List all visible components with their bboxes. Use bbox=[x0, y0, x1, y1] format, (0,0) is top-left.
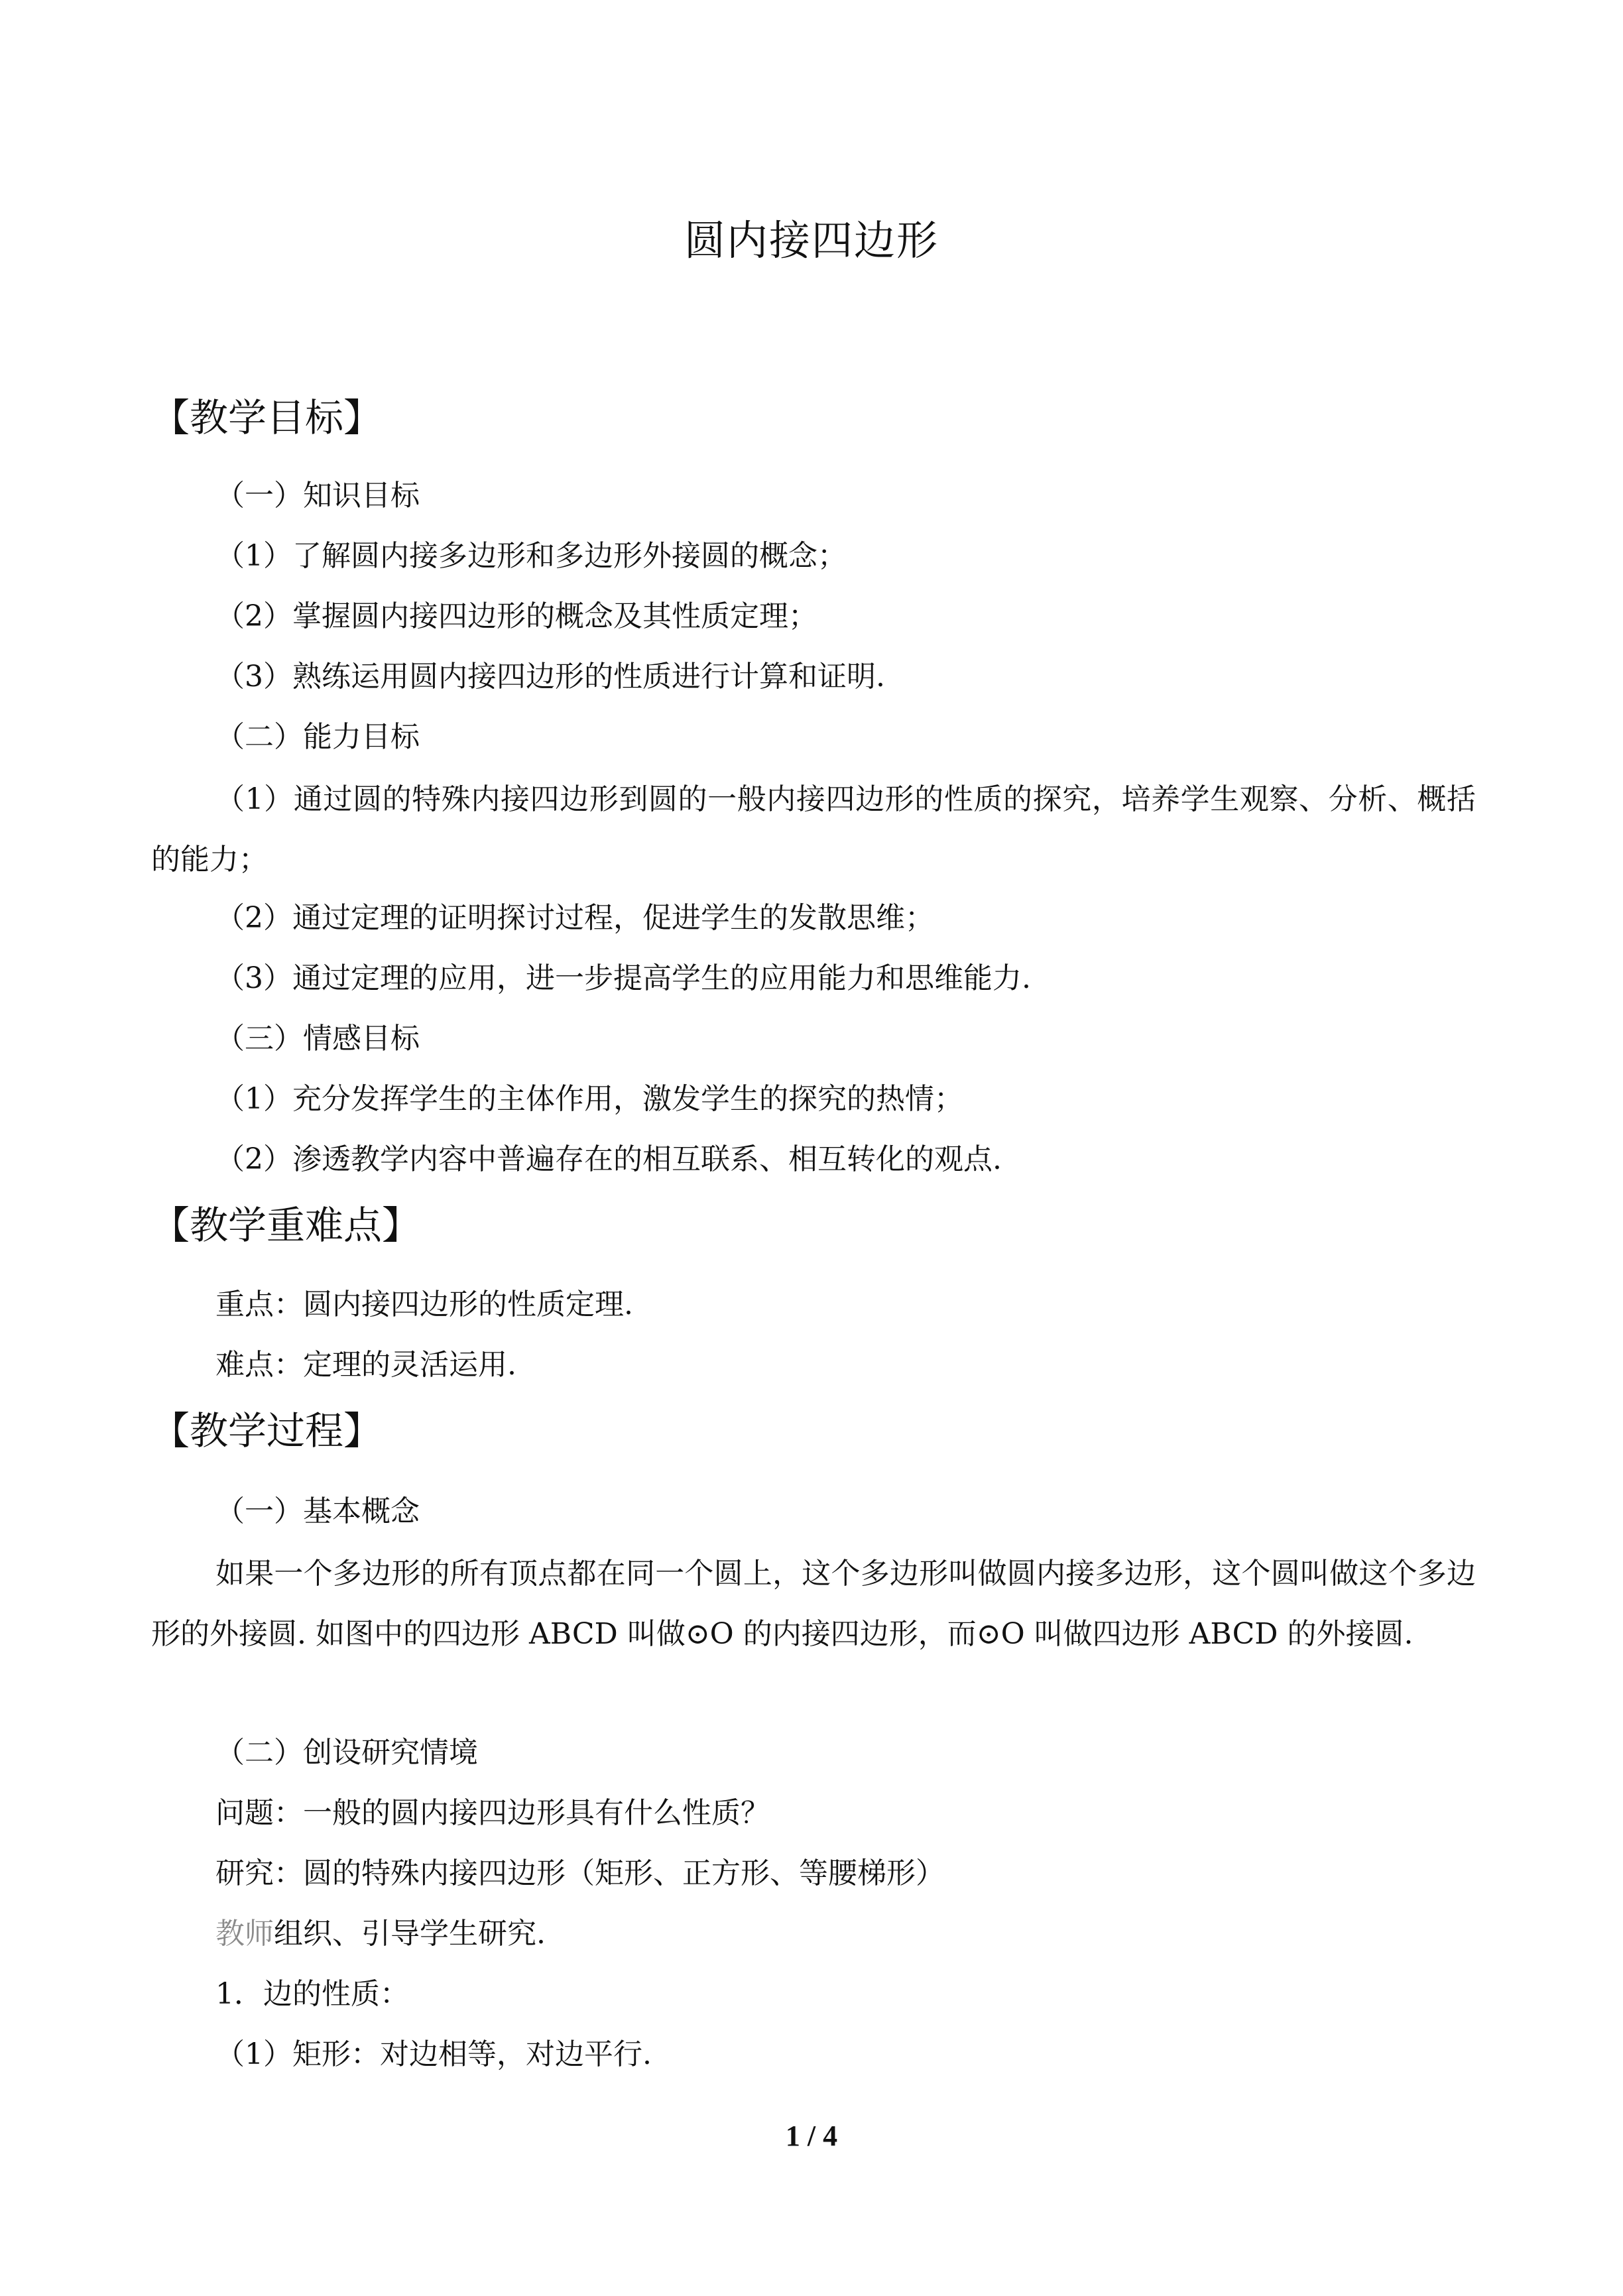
knowledge-goal-item: （2）掌握圆内接四边形的概念及其性质定理； bbox=[215, 599, 817, 633]
emotion-goal-item: （2）渗透教学内容中普遍存在的相互联系、相互转化的观点. bbox=[215, 1142, 1002, 1176]
basic-concept-label: （一）基本概念 bbox=[215, 1494, 420, 1528]
edge-property-title: 1．边的性质： bbox=[215, 1977, 409, 2011]
document-title: 圆内接四边形 bbox=[684, 216, 939, 265]
section-heading-key-points: 【教学重难点】 bbox=[151, 1203, 421, 1248]
edge-property-item: （1）矩形：对边相等，对边平行. bbox=[215, 2037, 652, 2071]
scenario-label: （二）创设研究情境 bbox=[215, 1736, 478, 1770]
teacher-text bbox=[215, 1914, 546, 1954]
teacher-rest: 组织、引导学生研究. bbox=[274, 1917, 546, 1951]
knowledge-goal-item: （3）熟练运用圆内接四边形的性质进行计算和证明. bbox=[215, 660, 885, 694]
research-text: 研究：圆的特殊内接四边形（矩形、正方形、等腰梯形） bbox=[215, 1856, 945, 1890]
knowledge-goal-item: （1）了解圆内接多边形和多边形外接圆的概念； bbox=[215, 539, 847, 573]
focus-text: 重点：圆内接四边形的性质定理. bbox=[215, 1288, 633, 1321]
knowledge-goal-label: （一）知识目标 bbox=[215, 479, 420, 513]
ability-goal-label: （二）能力目标 bbox=[215, 720, 420, 754]
section-heading-process: 【教学过程】 bbox=[151, 1408, 383, 1453]
basic-concept-text: 如果一个多边形的所有顶点都在同一个圆上，这个多边形叫做圆内接多边形，这个圆叫做这个多边形的外接圆. 如图中的四边形 ABCD 叫做⊙O 的内接四边形，而⊙O 叫做四边形 ABCD 的外接圆. bbox=[151, 1557, 1476, 1651]
section-heading-goals: 【教学目标】 bbox=[151, 395, 383, 440]
question-text: 问题：一般的圆内接四边形具有什么性质？ bbox=[215, 1796, 770, 1830]
page-number: 1 / 4 bbox=[785, 2120, 838, 2152]
ability-goal-item: （1）通过圆的特殊内接四边形到圆的一般内接四边形的性质的探究，培养学生观察、分析、概括的能力； bbox=[151, 782, 1476, 876]
difficulty-text: 难点：定理的灵活运用. bbox=[215, 1348, 516, 1382]
ability-goal-item: （3）通过定理的应用，进一步提高学生的应用能力和思维能力. bbox=[215, 961, 1031, 995]
emotion-goal-item: （1）充分发挥学生的主体作用，激发学生的探究的热情； bbox=[215, 1082, 963, 1116]
emotion-goal-label: （三）情感目标 bbox=[215, 1022, 420, 1056]
teacher-word: 教师 bbox=[215, 1917, 274, 1951]
ability-goal-item: （2）通过定理的证明探讨过程，促进学生的发散思维； bbox=[215, 901, 934, 935]
